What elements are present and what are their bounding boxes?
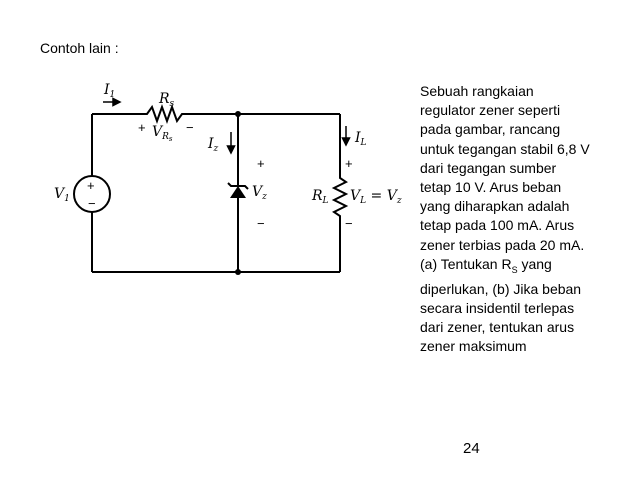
vrs-minus: − — [186, 120, 194, 135]
label-rl: $R_L$ — [312, 188, 329, 206]
label-vz: $V_z$ — [252, 184, 267, 202]
problem-line: zener terbias pada 20 mA. — [420, 236, 585, 253]
label-vrs: $V_Rs$ — [152, 124, 173, 143]
slide-heading: Contoh lain : — [40, 40, 119, 56]
problem-line-text: (a) Tentukan R — [420, 255, 512, 272]
source-plus: + — [87, 178, 95, 193]
problem-line: tetap 10 V. Arus beban — [420, 179, 562, 196]
zener-diode — [230, 186, 246, 198]
junction-bottom — [235, 269, 241, 275]
problem-line: regulator zener seperti — [420, 102, 561, 119]
label-il: $I_L$ — [355, 130, 367, 148]
label-rs: $R_s$ — [159, 91, 175, 109]
label-vl-eq-vz: $V_L = V_z$ — [350, 188, 402, 206]
problem-line: tetap pada 100 mA. Arus — [420, 217, 575, 234]
problem-line: dari tegangan sumber — [420, 159, 557, 176]
iz-arrow — [228, 146, 235, 153]
vl-minus: − — [345, 216, 353, 231]
problem-line: dari zener, tentukan arus — [420, 319, 575, 336]
label-v1: $V_1$ — [54, 186, 70, 204]
vz-minus: − — [257, 216, 265, 231]
il-arrow — [343, 138, 350, 145]
top-wire — [92, 107, 340, 121]
vrs-plus: + — [138, 120, 146, 135]
source-minus: − — [88, 196, 96, 211]
page-number: 24 — [463, 440, 480, 457]
junction-top — [235, 111, 241, 117]
problem-line: Sebuah rangkaian — [420, 83, 534, 99]
problem-line: secara insidentil terlepas — [420, 300, 575, 317]
problem-line: yang diharapkan adalah — [420, 198, 570, 215]
label-iz: $I_z$ — [208, 136, 219, 154]
problem-line — [420, 255, 635, 280]
problem-line: diperlukan, (b) Jika beban — [420, 280, 582, 297]
vl-plus: + — [345, 156, 353, 171]
problem-statement — [420, 82, 635, 357]
rs-subscript: S — [511, 264, 518, 275]
label-i1: $I_1$ — [104, 82, 116, 100]
problem-line: pada gambar, rancang — [420, 121, 561, 138]
problem-line-text: yang — [517, 255, 552, 272]
problem-line: untuk tegangan stabil 6,8 V — [420, 140, 590, 157]
problem-line: zener maksimum — [420, 338, 527, 355]
vz-plus: + — [257, 156, 265, 171]
